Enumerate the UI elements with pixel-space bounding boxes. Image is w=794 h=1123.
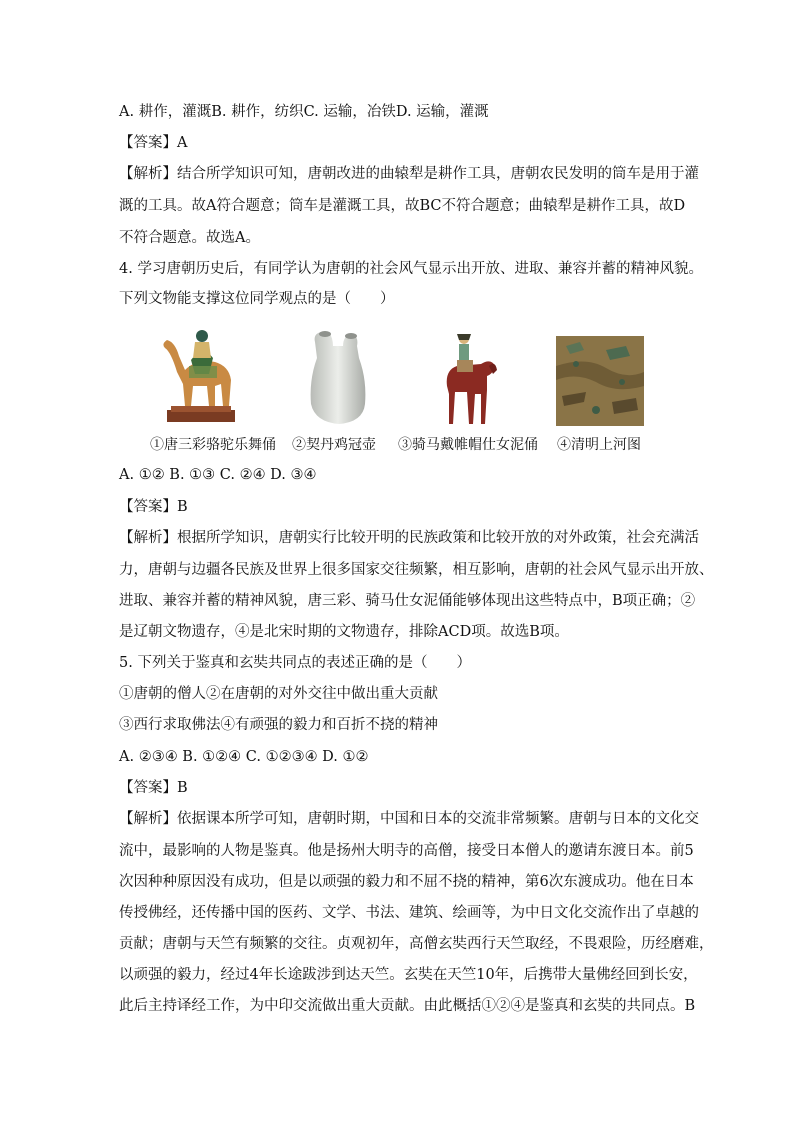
figure-caption: ④清明上河图 xyxy=(557,437,641,453)
text-line: 【答案】B xyxy=(119,780,188,796)
text-line: 【答案】A xyxy=(119,135,188,151)
text-line: 溉的工具。故A符合题意；筒车是灌溉工具，故BC不符合题意；曲辕犁是耕作工具，故D xyxy=(119,198,686,214)
figure-qingming-painting xyxy=(556,336,644,426)
figure-camel-figurine xyxy=(157,322,245,424)
text-line: 次因种种原因没有成功，但是以顽强的毅力和不屈不挠的精神，第6次东渡成功。他在日本 xyxy=(119,874,694,890)
text-line: 【解析】根据所学知识，唐朝实行比较开明的民族政策和比较开放的对外政策，社会充满活 xyxy=(119,530,699,546)
statement-line: ③西行求取佛法④有顽强的毅力和百折不挠的精神 xyxy=(119,717,438,733)
text-line: 以顽强的毅力，经过4年长途跋涉到达天竺。玄奘在天竺10年，后携带大量佛经回到长安， xyxy=(119,967,698,983)
figure-horse-rider xyxy=(437,330,499,426)
text-line: 是辽朝文物遗存，④是北宋时期的文物遗存，排除ACD项。故选B项。 xyxy=(119,624,569,640)
text-line: 不符合题意。故选A。 xyxy=(119,230,260,246)
answer-options: A. ②③④ B. ①②④ C. ①②③④ D. ①② xyxy=(119,749,369,765)
text-line: A. 耕作，灌溉B. 耕作，纺织C. 运输，冶铁D. 运输，灌溉 xyxy=(119,104,489,120)
text-line: 贡献；唐朝与天竺有频繁的交往。贞观初年，高僧玄奘西行天竺取经，不畏艰险，历经磨难， xyxy=(119,936,714,952)
text-line: 力，唐朝与边疆各民族及世界上很多国家交往频繁，相互影响，唐朝的社会风气显示出开放、 xyxy=(119,562,714,578)
question-4-text: 4. 学习唐朝历史后，有同学认为唐朝的社会风气显示出开放、进取、兼容并蓄的精神风貌。 xyxy=(119,261,703,277)
statement-line: ①唐朝的僧人②在唐朝的对外交往中做出重大贡献 xyxy=(119,686,438,702)
text-line: 【解析】结合所学知识可知，唐朝改进的曲辕犁是耕作工具，唐朝农民发明的筒车是用于灌 xyxy=(119,166,699,182)
figure-caption: ①唐三彩骆驼乐舞俑 xyxy=(150,437,276,453)
text-line: 【答案】B xyxy=(119,499,188,515)
question-5-text: 5. 下列关于鉴真和玄奘共同点的表述正确的是（ ） xyxy=(119,655,471,671)
text-line: 此后主持译经工作，为中印交流做出重大贡献。由此概括①②④是鉴真和玄奘的共同点。B xyxy=(119,998,696,1014)
question-4-text: 下列文物能支撑这位同学观点的是（ ） xyxy=(119,291,395,307)
text-line: 传授佛经，还传播中国的医药、文学、书法、建筑、绘画等，为中日文化交流作出了卓越的 xyxy=(119,905,699,921)
text-line: 流中，最影响的人物是鉴真。他是扬州大明寺的高僧，接受日本僧人的邀请东渡日本。前5 xyxy=(119,843,694,859)
answer-options: A. ①② B. ①③ C. ②④ D. ③④ xyxy=(119,467,317,483)
text-line: 进取、兼容并蓄的精神风貌，唐三彩、骑马仕女泥俑能够体现出这些特点中，B项正确；② xyxy=(119,593,696,609)
figure-caption: ③骑马戴帷帽仕女泥俑 xyxy=(398,437,538,453)
text-line: 【解析】依据课本所学可知，唐朝时期，中国和日本的交流非常频繁。唐朝与日本的文化交 xyxy=(119,811,699,827)
figure-cockscomb-pot xyxy=(307,330,369,426)
figure-caption: ②契丹鸡冠壶 xyxy=(292,437,376,453)
